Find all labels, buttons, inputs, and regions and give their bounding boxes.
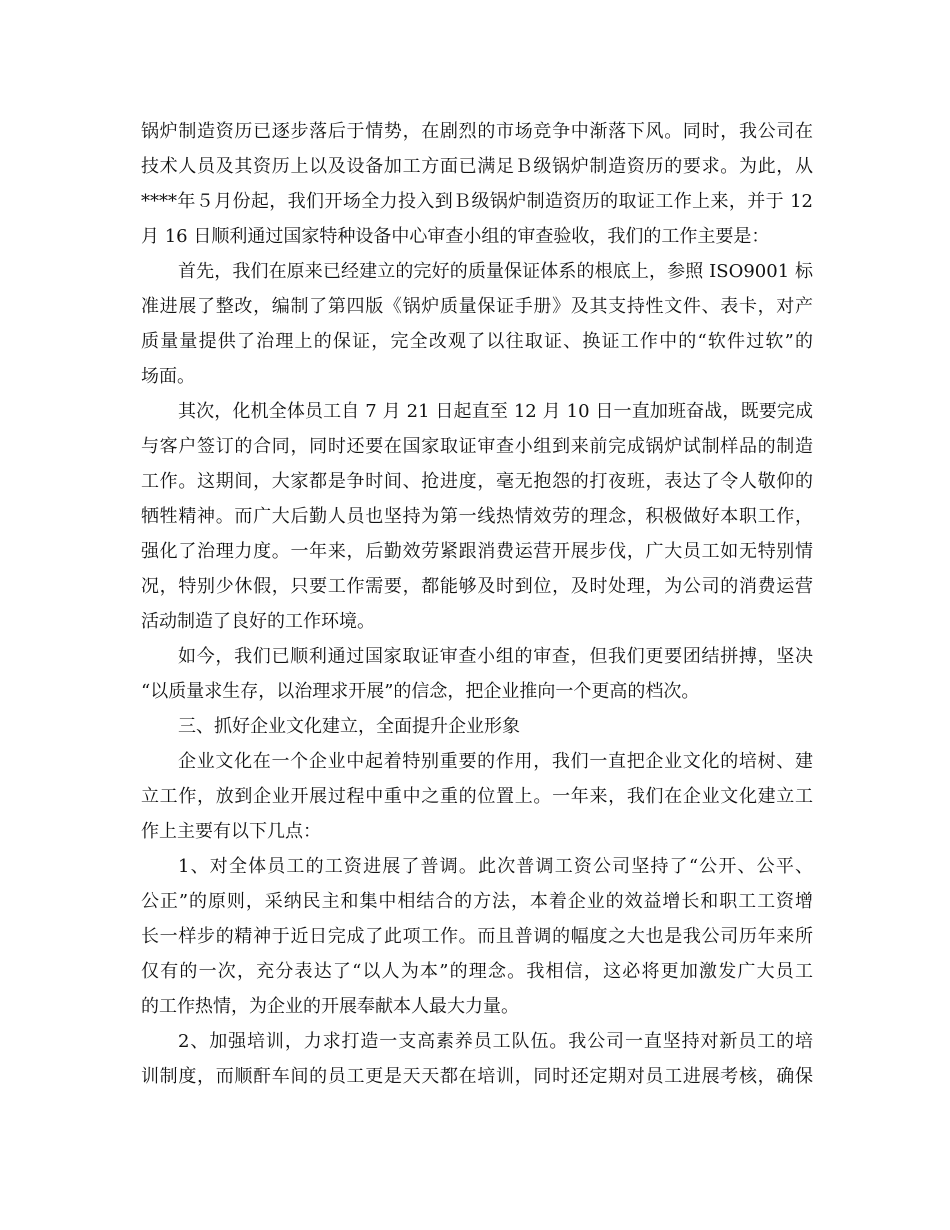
text-line: 场面。 (141, 366, 195, 387)
text-line: 长一样步的精神于近日完成了此项工作。而且普调的幅度之大也是我公司历年来所 (141, 926, 813, 947)
text-line: 立工作，放到企业开展过程中重中之重的位置上。一年来，我们在企业文化建立工 (141, 786, 813, 807)
text-line: 公正”的原则，采纳民主和集中相结合的方法，本着企业的效益增长和职工工资增 (141, 891, 813, 912)
text-line: 质量量提供了治理上的保证，完全改观了以往取证、换证工作中的“软件过软”的 (141, 331, 813, 352)
text-line: 三、抓好企业文化建立，全面提升企业形象 (178, 716, 520, 737)
text-line: 其次，化机全体员工自 7 月 21 日起直至 12 月 10 日一直加班奋战，既要完成 (178, 401, 813, 422)
text-line: 1、对全体员工的工资进展了普调。此次普调工资公司坚持了“公开、公平、 (178, 856, 813, 877)
text-line: 况，特别少休假，只要工作需要，都能够及时到位，及时处理，为公司的消费运营 (141, 576, 813, 597)
text-line: 企业文化在一个企业中起着特别重要的作用，我们一直把企业文化的培树、建 (178, 751, 813, 772)
text-line: “以质量求生存，以治理求开展”的信念，把企业推向一个更高的档次。 (141, 681, 700, 702)
text-line: 的工作热情，为企业的开展奉献本人最大力量。 (141, 996, 519, 1017)
text-line: 与客户签订的合同，同时还要在国家取证审查小组到来前完成锅炉试制样品的制造 (141, 436, 813, 457)
text-line: 活动制造了良好的工作环境。 (141, 611, 375, 632)
text-line: 强化了治理力度。一年来，后勤效劳紧跟消费运营开展步伐，广大员工如无特别情 (141, 541, 813, 562)
text-line: 工作。这期间，大家都是争时间、抢进度，毫无抱怨的打夜班，表达了令人敬仰的 (141, 471, 813, 492)
text-line: 如今，我们已顺利通过国家取证审查小组的审查，但我们更要团结拼搏，坚决 (178, 646, 813, 667)
text-line: 首先，我们在原来已经建立的完好的质量保证体系的根底上，参照 ISO9001 标 (178, 261, 813, 282)
text-line: 牺牲精神。而广大后勤人员也坚持为第一线热情效劳的理念，积极做好本职工作， (141, 506, 813, 527)
text-line: ****年５月份起，我们开场全力投入到Ｂ级锅炉制造资历的取证工作上来，并于 12 (141, 191, 813, 212)
text-line: 2、加强培训，力求打造一支高素养员工队伍。我公司一直坚持对新员工的培 (178, 1031, 813, 1052)
text-line: 作上主要有以下几点： (141, 821, 321, 842)
document-body (141, 114, 813, 1094)
text-line: 月 16 日顺利通过国家特种设备中心审查小组的审查验收，我们的工作主要是： (141, 226, 770, 247)
text-line: 锅炉制造资历已逐步落后于情势，在剧烈的市场竞争中渐落下风。同时，我公司在 (141, 121, 813, 142)
text-line: 仅有的一次，充分表达了“以人为本”的理念。我相信，这必将更加激发广大员工 (141, 961, 813, 982)
text-line: 技术人员及其资历上以及设备加工方面已满足Ｂ级锅炉制造资历的要求。为此，从 (141, 156, 813, 177)
text-line: 准进展了整改，编制了第四版《锅炉质量保证手册》及其支持性文件、表卡，对产 (141, 296, 813, 317)
text-line: 训制度，而顺酐车间的员工更是天天都在培训，同时还定期对员工进展考核，确保 (141, 1066, 813, 1087)
